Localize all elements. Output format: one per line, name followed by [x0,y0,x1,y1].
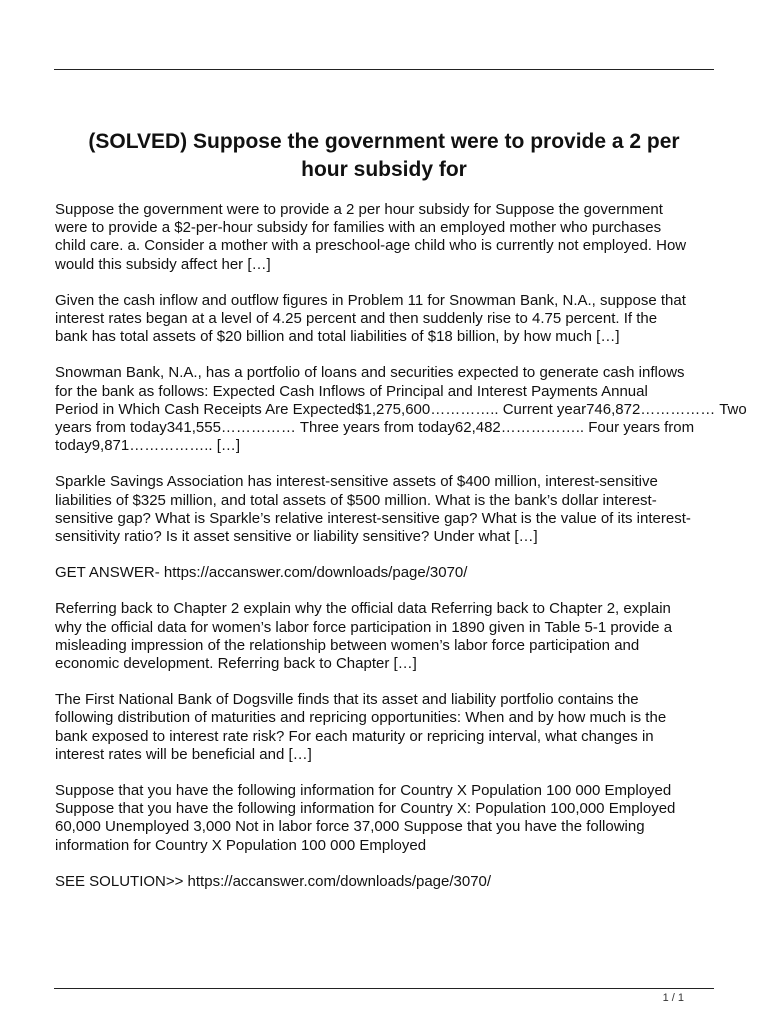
get-answer-link[interactable]: GET ANSWER- https://accanswer.com/downloads/page/3070/ [55,564,468,582]
title-line-1: (SOLVED) Suppose the government were to provide a 2 per [88,130,680,153]
document-body [55,201,768,909]
title-line-2: hour subsidy for [301,158,467,181]
paragraph-labor-force: Referring back to Chapter 2 explain why the official data Referring back to Chapter 2, explain why the official data for women’s labor force participation in 1890 given in Table 5-1 provide a misleading impression of the relationship between women’s labor force participation and economic development. Referring back to Chapter […] [55,600,673,673]
paragraph-sparkle-savings: Sparkle Savings Association has interest-sensitive assets of $400 million, interest-sensitive liabilities of $325 million, and total assets of $500 million. What is the bank’s dollar interest- sensitive gap? What is Sparkle’s relative interest-sensitive gap? What is the value of its interest- sensitivity ratio? Is it asset sensitive or liability sensitive? Under what […] [55,473,691,546]
page-title [40,128,728,184]
paragraph-snowman-cash-inflows: Snowman Bank, N.A., has a portfolio of loans and securities expected to generate cash inflows for the bank as follows: Expected Cash Inflows of Principal and Interest Payments Annual Period in Which Cash Receipts Are Expected$1,275,600………….. Current year746,872…………… Two years from today341,555…………… Three years from today62,482…………….. Four years from today9,871…………….. […] [55,364,747,455]
page-number: 1 / 1 [662,992,684,1004]
paragraph-country-x: Suppose that you have the following information for Country X Population 100 000 Employed Suppose that you have the following information for Country X: Population 100,000 Employed 60,000 Unemployed 3,000 Not in labor force 37,000 Suppose that you have the following information for Country X Population 100 000 Employed [55,782,676,854]
paragraph-snowman-interest-rates: Given the cash inflow and outflow figures in Problem 11 for Snowman Bank, N.A., suppose that interest rates began at a level of 4.25 percent and then suddenly rise to 4.75 percent. If the bank has total assets of $20 billion and total liabilities of $18 billion, by how much […] [55,291,686,346]
footer-divider [54,988,714,989]
see-solution-link[interactable]: SEE SOLUTION>> https://accanswer.com/downloads/page/3070/ [55,872,492,890]
paragraph-government-subsidy: Suppose the government were to provide a 2 per hour subsidy for Suppose the government were to provide a $2-per-hour subsidy for families with an employed mother who purchases child care. a. Consider a mother with a preschool-age child who is currently not employed. How would this subsidy affect her […] [55,201,687,273]
header-divider [54,69,714,70]
paragraph-dogsville-bank: The First National Bank of Dogsville finds that its asset and liability portfolio contains the following distribution of maturities and repricing opportunities: When and by how much is the bank exposed to interest rate risk? For each maturity or repricing interval, what changes in interest rates will be beneficial and […] [55,691,667,763]
